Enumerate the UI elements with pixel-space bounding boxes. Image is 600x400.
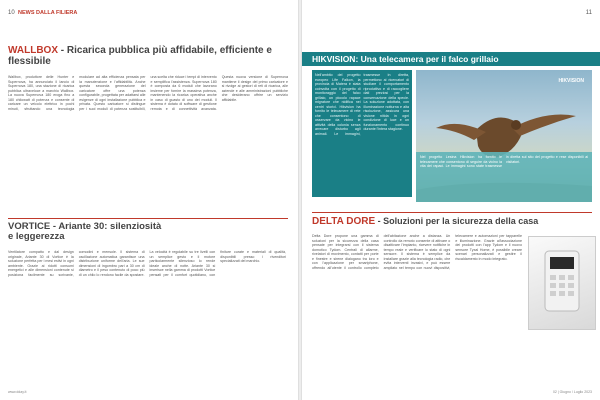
vortice-rule xyxy=(8,218,288,219)
hikvision-heading xyxy=(312,54,499,64)
wallbox-title: - Ricarica pubblica più affidabile, efficiente e flessibile xyxy=(8,45,272,67)
deltadore-brand: DELTA DORE xyxy=(312,216,376,227)
wallbox-body: Wallbox, produttore delle Hunter e Supernova, ha annunciato il lancio di Supernova 180, una stazione di ricarica pubblica ultraveloce a marchio Wallbox. La nuova Supernova 180 eroga fino a 180 chilowatt di potenza e consente di caricare un veicolo elettrico in pochi minuti, sfruttando una tecnologia modulare ad alta efficienza pensata per la manutenzione e l'affidabilità. Anche questa seconda generazione del caricatore offre una potenza configurabile, progettata per adattarsi alle esigenze di ogni installazione pubblica e privata. Questo caricatore si distingue per i suoi moduli di potenza sostituibili, una scelta che riduce i tempi di intervento e semplifica l'assistenza. Supernova 180 è composta da 6 moduli che lavorano insieme per fornire la massima potenza, mantenendo la ricarica operativa anche in caso di guasto di uno dei moduli. Il sistema è dotato di software di gestione remota e di connettività avanzata. Questa nuova versione di Supernova mantiene il design del primo caricatore e si rivolge ai gestori di reti di ricarica, alle aziende e alle amministrazioni pubbliche che desiderano offrire un servizio affidabile. xyxy=(8,75,288,111)
deltadore-title: - Soluzioni per la sicurezza della casa xyxy=(375,216,539,226)
page-number-left: 10 xyxy=(8,10,15,16)
right-page xyxy=(302,0,600,400)
page-number-right: 11 xyxy=(585,10,592,16)
deltadore-heading xyxy=(312,217,597,228)
wallbox-brand: WALLBOX xyxy=(8,45,58,56)
hikvision-body: Nell'ambito del progetto europeo Life Falkon, la provincia di Matera è stata coinvolta con il progetto di monitoraggio del falco grillaio, un piccolo rapace migratore che nidifica nei centri storici. Hikvision ha fornito le telecamere di rete che consentono di osservare da vicino le attività della colonia senza arrecare disturbo agli animali. Le immagini, trasmesse in diretta, permettono ai ricercatori di studiare il comportamento riproduttivo e di raccogliere dati preziosi per la conservazione della specie. La soluzione adottata, con illuminazione notturna e alta risoluzione, assicura una visione nitida in ogni condizione di luce e un funzionamento continuo durante l'intera stagione. xyxy=(315,73,409,136)
hikvision-brand: HIKVISION xyxy=(312,54,356,64)
photo-brand-overlay: HIKVISION xyxy=(558,78,584,84)
vortice-heading xyxy=(8,222,198,242)
left-page xyxy=(0,0,298,400)
security-device-photo xyxy=(528,236,596,330)
vortice-title-line1: VORTICE - Ariante 30: silenziosità xyxy=(8,221,162,232)
section-label: NEWS DALLA FILIERA xyxy=(18,10,78,16)
hikvision-title: : Una telecamera per il falco grillaio xyxy=(355,54,499,64)
alarm-keypad-illustration xyxy=(529,237,595,329)
hikvision-title-bar xyxy=(302,52,600,66)
hikvision-caption: Nel progetto Lesina Hikvision ha fornito le telecamere che consentono di seguire da vicino la vita dei rapaci. Le immagini sono state trasmesse in diretta sul sito del progetto e rese disponibili ai visitatori. xyxy=(420,155,588,168)
footer-left: www.dday.it xyxy=(8,390,27,394)
hikvision-caption-box xyxy=(416,152,592,202)
deltadore-body: Delta Dore propone una gamma di soluzioni per la sicurezza della casa pensate per integrarsi con il sistema domotico Tydom. Centrali di allarme, rivelatori di movimento, contatti per porte e finestre e sirene dialogano tra loro e con l'applicazione per smartphone, offrendo all'utente il controllo completo dell'abitazione anche a distanza. Un controllo da remoto consente di attivare o disattivare l'impianto, ricevere notifiche in tempo reale e verificare lo stato di ogni sensore. Il sistema è semplice da installare grazie alla tecnologia radio, che evita interventi invasivi, e può essere ampliato nel tempo con nuovi dispositivi, telecamere e automazioni per tapparelle e illuminazione. Grazie all'associazione dei prodotti con l'app Tydom e il nuovo sensore Tyxal Home, è possibile creare scenari personalizzati e gestire il riscaldamento in modo integrato. xyxy=(312,234,522,270)
deltadore-rule xyxy=(312,212,592,213)
hikvision-body-box xyxy=(312,70,412,197)
vortice-title-line2: e leggerezza xyxy=(8,230,65,242)
footer-right: 02 | Giugno / Luglio 2023 xyxy=(552,390,592,394)
vortice-body: Ventilatore compatto e dal design originale, Ariante 30 di Vortice è la soluzione perfetta per i mesi estivi in ogni ambiente. Grazie ai ridotti consumi energetici e alle dimensioni contenute si posiziona facilmente su scrivanie, comodini e mensole. Il sistema di oscillazione automatica garantisce una distribuzione uniforme dell'aria. Le sue dimensioni di ingombro pari a 30 cm di diametro e il peso contenuto di poco più di un chilo lo rendono facile da spostare. La velocità è regolabile su tre livelli con un semplice gesto e il motore particolarmente silenzioso lo rende ideale anche di notte. Ariante 30 si inserisce nella gamma di prodotti Vortice pensati per il comfort quotidiano, con finiture curate e materiali di qualità, disponibili presso i rivenditori specializzati del marchio. xyxy=(8,250,286,277)
wallbox-heading xyxy=(8,46,288,67)
